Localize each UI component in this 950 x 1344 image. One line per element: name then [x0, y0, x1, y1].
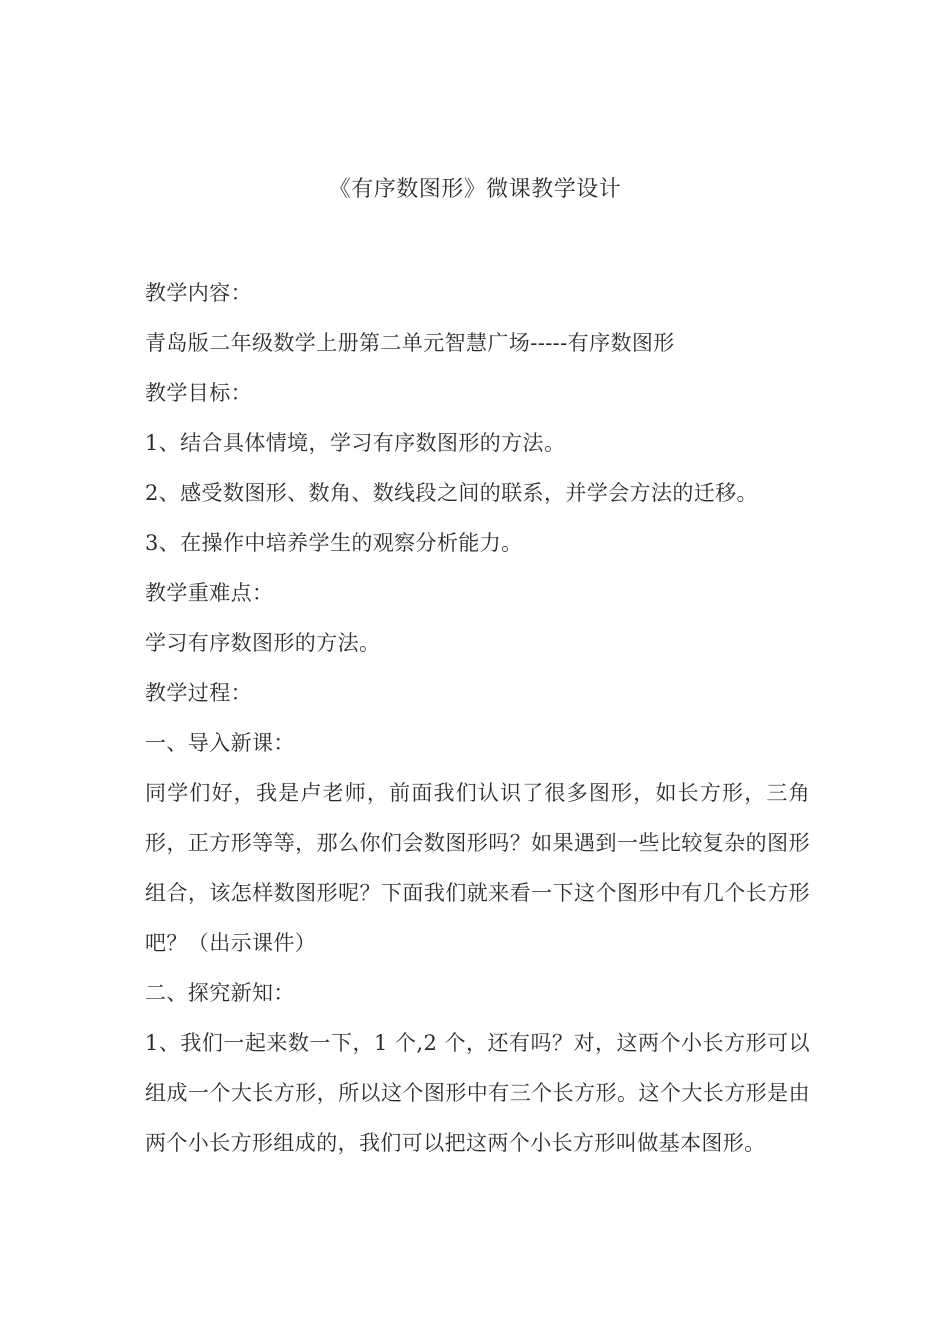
teaching-content-text: 青岛版二年级数学上册第二单元智慧广场-----有序数图形: [145, 331, 675, 355]
intro-paragraph: 同学们好，我是卢老师，前面我们认识了很多图形，如长方形，三角形，正方形等等，那么你们会数图形吗？如果遇到一些比较复杂的图形组合，该怎样数图形呢？下面我们就来看一下这个图形中有几个长方形吧？（出示课件）: [145, 781, 810, 955]
heading-teaching-goals: 教学目标：: [145, 381, 252, 405]
goal-item-1: 1、结合具体情境，学习有序数图形的方法。: [145, 431, 566, 455]
key-difficulties-text: 学习有序数图形的方法。: [145, 631, 381, 655]
document-title: 《有序数图形》微课教学设计: [328, 177, 622, 202]
heading-teaching-content: 教学内容：: [145, 281, 252, 305]
heading-teaching-process: 教学过程：: [145, 681, 252, 705]
goal-item-2: 2、感受数图形、数角、数线段之间的联系，并学会方法的迁移。: [145, 481, 758, 505]
document-body: [145, 268, 810, 1168]
section-two-paragraph: 1、我们一起来数一下，1 个,2 个，还有吗？对，这两个小长方形可以组成一个大长方形，所以这个图形中有三个长方形。这个大长方形是由两个小长方形组成的，我们可以把这两个小长方形叫做基本图形。: [145, 1031, 810, 1155]
section-two-heading: 二、探究新知：: [145, 981, 295, 1005]
section-one-heading: 一、导入新课：: [145, 731, 295, 755]
heading-key-difficulties: 教学重难点：: [145, 581, 274, 605]
goal-item-3: 3、在操作中培养学生的观察分析能力。: [145, 531, 523, 555]
